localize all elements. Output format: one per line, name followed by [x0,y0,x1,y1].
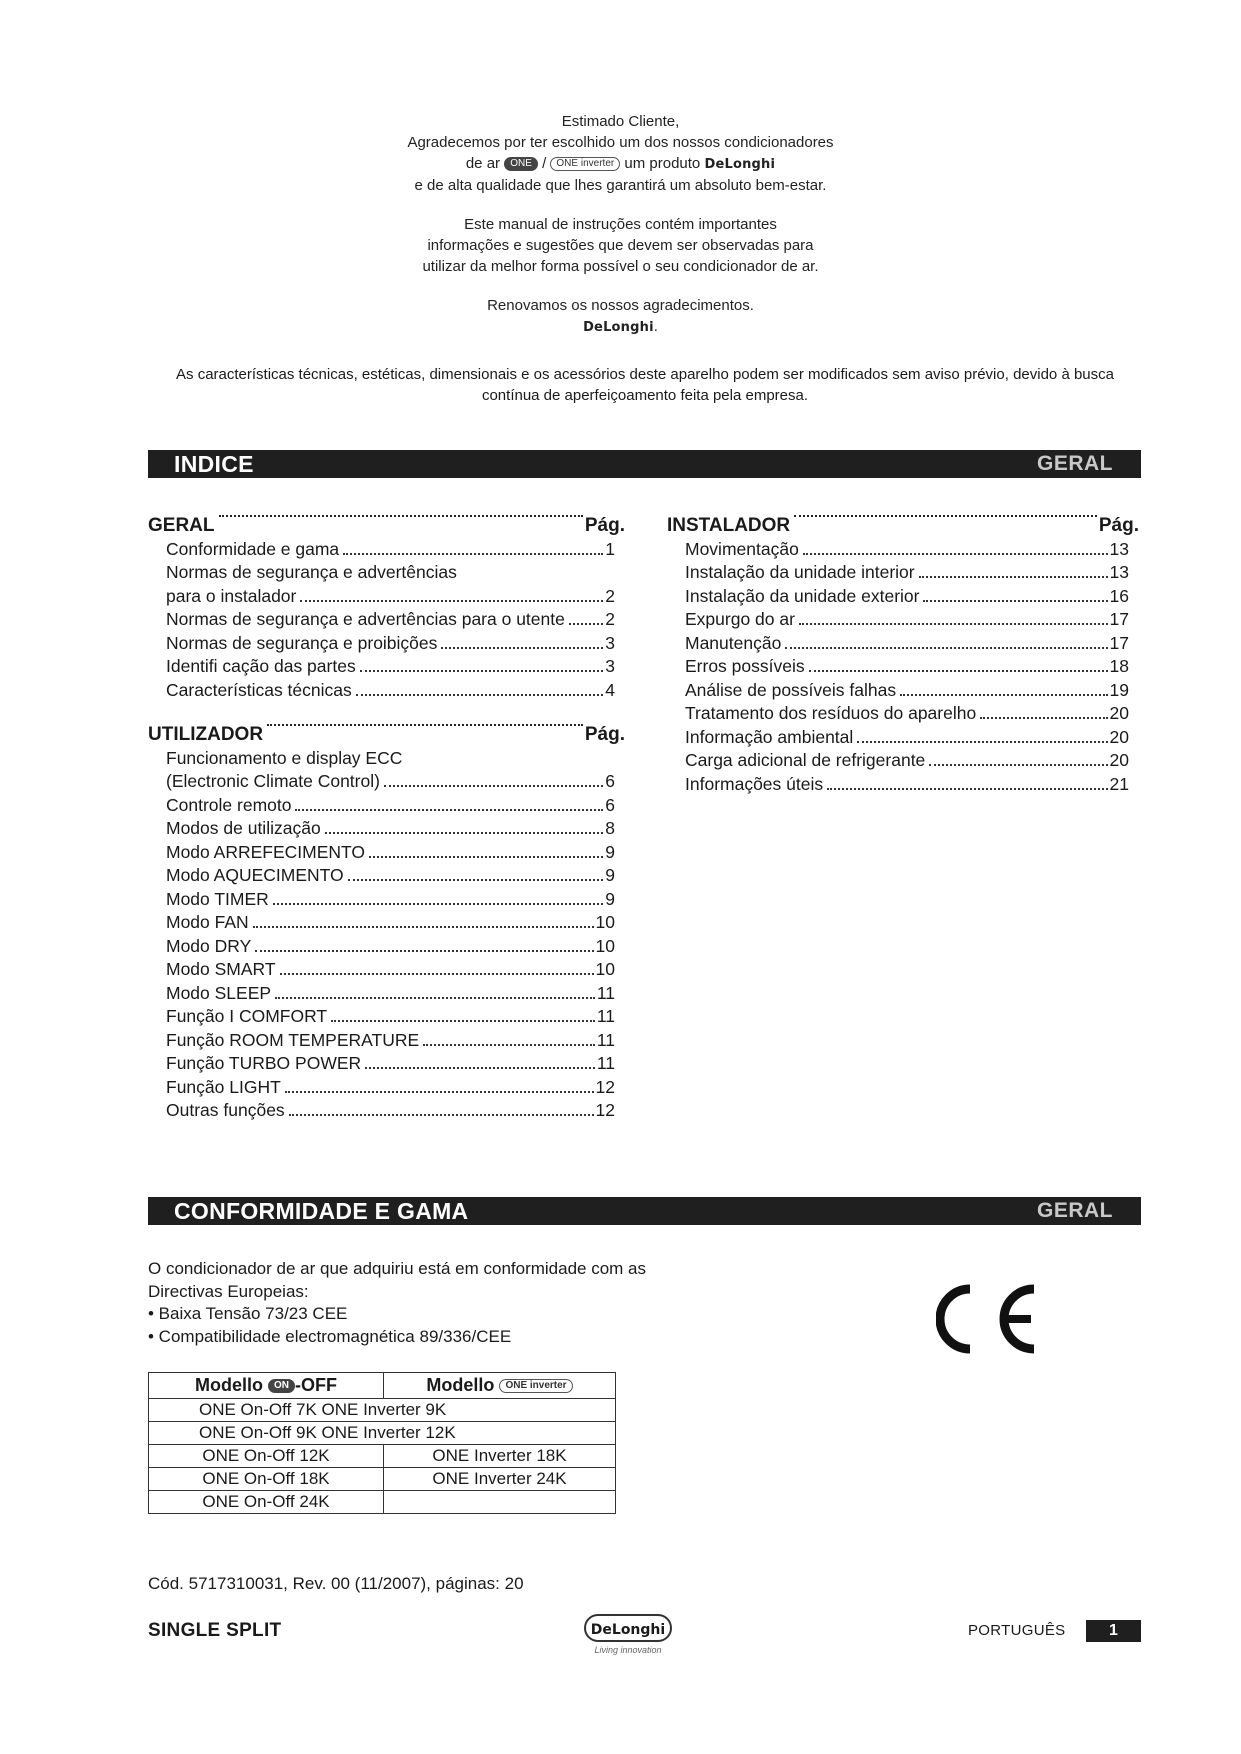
toc-entry[interactable]: Erros possíveis 18 [685,656,1129,676]
toc-entry[interactable]: Modo AQUECIMENTO 9 [166,865,615,885]
ce-mark-icon [936,1283,1040,1355]
toc-entry[interactable]: Função LIGHT 12 [166,1076,615,1097]
intro-line-logos: de ar ONE / ONE inverter um produto DeLonghi [465,155,776,172]
on-off-logo-icon: ON [268,1379,295,1393]
table-cell: ONE On-Off 12K [149,1445,384,1468]
toc-entry[interactable]: para o instalador 2 [166,585,615,606]
toc-entry[interactable]: Identifi cação das partes 3 [166,656,615,676]
toc-entry[interactable]: Função TURBO POWER 11 [166,1053,615,1073]
toc-entry[interactable]: Informações úteis 21 [685,773,1129,794]
delonghi-logo: DeLonghi [584,1614,672,1642]
table-cell: ONE On-Off 24K [149,1491,384,1514]
disclaimer-note: As características técnicas, estéticas, dimensionais e os acessórios deste aparelho podem ser modificados sem aviso prévio, devido à busca contínua de aperfeiçoamento feita pela empresa. [176,366,1114,404]
toc-left-column [148,514,625,1123]
toc-entry[interactable]: Carga adicional de refrigerante 20 [685,750,1129,770]
toc-entry[interactable]: Função ROOM TEMPERATURE 11 [166,1029,615,1050]
table-row [149,1468,616,1491]
index-section-bar [148,450,1141,478]
table-row [149,1399,616,1422]
toc-entry[interactable]: Modo ARREFECIMENTO 9 [166,841,615,862]
conformity-title: CONFORMIDADE E GAMA [174,1198,469,1224]
intro-line: Agradecemos por ter escolhido um dos nossos condicionadores [407,134,834,151]
table-row [149,1422,616,1445]
toc-entry[interactable]: Conformidade e gama 1 [166,538,615,559]
one-inverter-logo-icon: ONE inverter [550,157,620,171]
toc-entry[interactable]: Manutenção 17 [685,632,1129,653]
table-cell: ONE Inverter 18K [384,1445,616,1468]
intro-line: e de alta qualidade que lhes garantirá um absoluto bem-estar. [414,177,827,194]
toc-entry[interactable]: Modo TIMER 9 [166,888,615,909]
table-cell: ONE On-Off 7K ONE Inverter 9K [149,1399,616,1422]
table-cell: ONE Inverter 24K [384,1468,616,1491]
toc-entry[interactable]: Instalação da unidade interior 13 [685,562,1129,582]
toc-entry[interactable]: Outras funções 12 [166,1100,615,1120]
toc-entry[interactable]: Normas de segurança e advertências [166,562,457,582]
toc-right-column [667,514,1139,796]
toc-heading: GERAL Pág. [148,515,625,536]
intro-line: utilizar da melhor forma possível o seu condicionador de ar. [422,258,819,275]
conformity-tag: GERAL [1037,1199,1113,1222]
product-line: SINGLE SPLIT [148,1620,282,1641]
toc-entry[interactable]: Controle remoto 6 [166,794,615,815]
index-tag: GERAL [1037,452,1113,475]
table-row [149,1445,616,1468]
toc-entry[interactable]: Função I COMFORT 11 [166,1006,615,1026]
models-table [148,1372,616,1514]
toc-entry[interactable]: Tratamento dos resíduos do aparelho 20 [685,703,1129,723]
table-cell: ONE On-Off 18K [149,1468,384,1491]
toc-entry[interactable]: (Electronic Climate Control) 6 [166,771,615,791]
table-row [149,1491,616,1514]
toc-entry[interactable]: Informação ambiental 20 [685,726,1129,747]
page-number: 1 [1086,1620,1141,1642]
toc-entry[interactable]: Modo DRY 10 [166,935,615,956]
intro-signature: DeLonghi. [583,318,658,335]
brand-tagline: Living innovation [594,1645,662,1655]
toc-entry[interactable]: Instalação da unidade exterior 16 [685,585,1129,606]
toc-heading: INSTALADOR Pág. [667,515,1139,536]
intro-greeting [0,111,1241,338]
table-cell: ONE On-Off 9K ONE Inverter 12K [149,1422,616,1445]
intro-line: Este manual de instruções contém importantes [464,216,777,233]
table-header-onoff: Modello ON -OFF [149,1373,384,1399]
toc-heading: UTILIZADOR Pág. [148,724,625,745]
toc-entry[interactable]: Funcionamento e display ECC [166,747,403,768]
language-label: PORTUGUÊS [968,1622,1066,1639]
toc-entry[interactable]: Características técnicas 4 [166,679,615,700]
delonghi-wordmark: DeLonghi [704,157,776,172]
one-logo-icon: ONE [504,157,538,171]
toc-entry[interactable]: Expurgo do ar 17 [685,609,1129,629]
toc-entry[interactable]: Modo SLEEP 11 [166,982,615,1003]
toc-entry[interactable]: Modo SMART 10 [166,959,615,979]
table-header-inverter: Modello ONE inverter [384,1373,616,1399]
toc-entry[interactable]: Modos de utilização 8 [166,818,615,838]
table-cell [384,1491,616,1514]
toc-entry[interactable]: Análise de possíveis falhas 19 [685,679,1129,700]
document-code: Cód. 5717310031, Rev. 00 (11/2007), páginas: 20 [148,1574,524,1593]
table-header-row [149,1373,616,1399]
intro-line: informações e sugestões que devem ser observadas para [427,237,814,254]
one-inverter-logo-icon: ONE inverter [499,1379,572,1393]
toc-entry[interactable]: Normas de segurança e advertências para o utente 2 [166,609,615,629]
toc-entry[interactable]: Normas de segurança e proibições 3 [166,632,615,653]
toc-entry[interactable]: Modo FAN 10 [166,912,615,932]
intro-line: Renovamos os nossos agradecimentos. [487,297,754,314]
conformity-section-bar [148,1197,1141,1225]
conformity-text: O condicionador de ar que adquiriu está em conformidade com as Directivas Europeias: • Baixa Tensão 73/23 CEE • Compatibilidade electromagnética 89/336/CEE [148,1259,647,1346]
intro-line: Estimado Cliente, [561,113,680,130]
index-title: INDICE [174,451,254,477]
toc-entry[interactable]: Movimentação 13 [685,538,1129,559]
